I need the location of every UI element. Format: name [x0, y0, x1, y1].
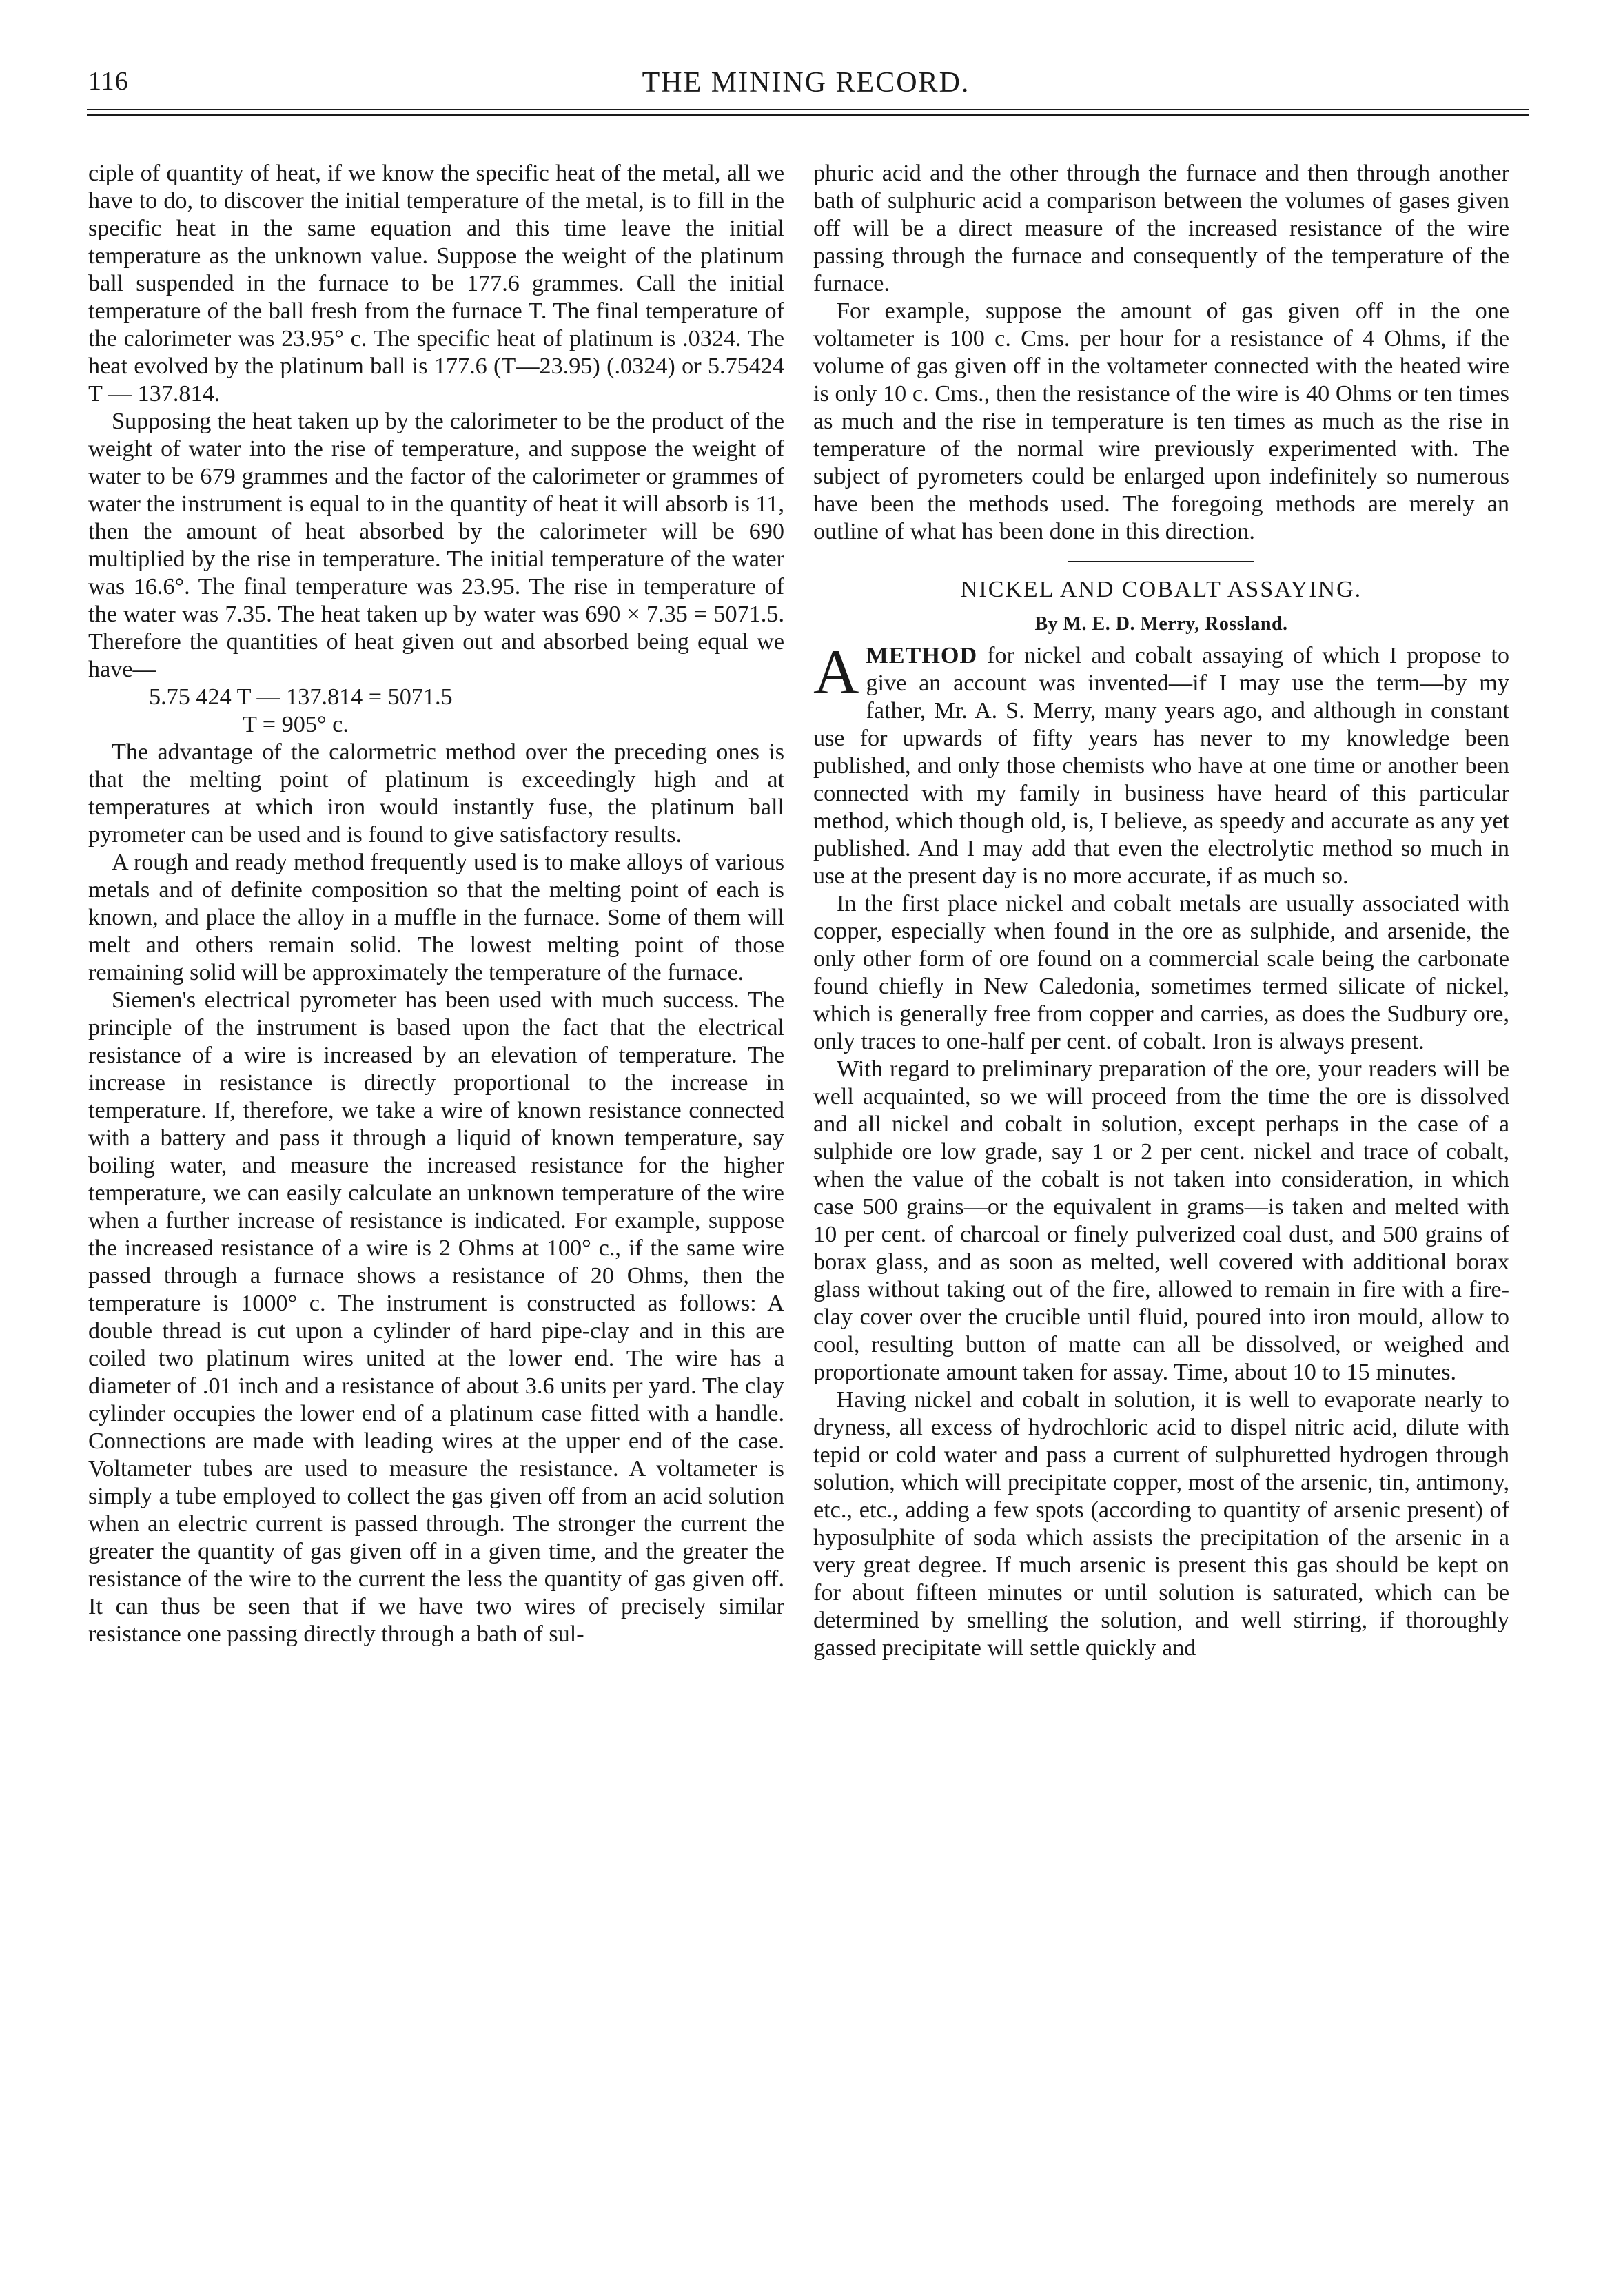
left-column [88, 160, 784, 1648]
running-title: THE MINING RECORD. [642, 67, 970, 99]
paragraph: A rough and ready method frequently used is to make alloys of various metals and of definite composition so that the melting point of each is known, and place the alloy in a muffle in the furnace. Some of them will melt and others remain solid. The lowest melting point of those remaining solid will be approximately the temperature of the furnace. [88, 850, 784, 985]
paragraph: phuric acid and the other through the furnace and then through another bath of sulphuric acid a comparison between the volumes of gases given off will be a direct measure of the increased resistance of the wire passing through the furnace and consequently of the temperature of the furnace. [813, 161, 1509, 296]
header-rule [87, 109, 1529, 110]
paragraph: With regard to preliminary preparation of the ore, your readers will be well acquainted, so we will proceed from the time the ore is dissolved and all nickel and cobalt in solution, except perhaps in the case of a sulphide ore low grade, say 1 or 2 per cent. nickel and trace of cobalt, when the value of the cobalt is not taken into consideration, in which case 500 grains—or the equivalent in grams—is taken and melted with 10 per cent. of charcoal or finely pulverized coal dust, and 500 grains of borax glass, and as soon as melted, well covered with additional borax glass without taking out of the fire, allowed to remain in fire with a fire-clay cover over the crucible until fluid, poured into iron mould, allow to cool, resulting button of matte can all be dissolved, or weighed and proportionate amount taken for assay. Time, about 10 to 15 minutes. [813, 1056, 1509, 1385]
lead-paragraph-text: for nickel and cobalt assaying of which I propose to give an account was invented—if I may use the term—by my father, Mr. A. S. Merry, many years ago, and although in constant use for upwards of fifty years has never to my knowledge been published, and only those chemists who have at one time or another been connected with my family in business have heard of this particular method, which though old, is, I believe, as speedy and accurate as any yet published. And I may add that even the electrolytic method so much in use at the present day is no more accurate, if as much so. [813, 643, 1509, 889]
paragraph: In the first place nickel and cobalt metals are usually associated with copper, especially when found in the ore as sulphide, and arsenide, the only other form of ore found on a commercial scale being the carbonate found chiefly in New Caledonia, sometimes termed silicate of nickel, which is generally free from copper and carries, as does the Sudbury ore, only traces to one-half per cent. of cobalt. Iron is always present. [813, 891, 1509, 1054]
equation: 5.75 424 T — 137.814 = 5071.5 [149, 684, 453, 710]
paragraph: Having nickel and cobalt in solution, it is well to evaporate nearly to dryness, all excess of hydrochloric acid to dispel nitric acid, dilute with tepid or cold water and pass a current of sulphuretted hydrogen through solution, which will precipitate copper, most of the arsenic, tin, antimony, etc., etc., adding a few spots (according to quantity of arsenic present) of hyposulphite of soda which assists the precipitation of the arsenic in a very great degree. If much arsenic is present this gas should be kept on for about fifteen minutes or until solution is saturated, which can be determined by smelling the solution, and well stirring, if thoroughly gassed precipitate will settle quickly and [813, 1387, 1509, 1661]
paragraph: For example, suppose the amount of gas given off in the one voltameter is 100 c. Cms. per hour for a resistance of 4 Ohms, if the volume of gas given off in the voltameter connected with the heated wire is only 10 c. Cms., then the resistance of the wire is 40 Ohms or ten times as much and the rise in temperature is ten times as much as the rise in temperature of the normal wire previously experimented with. The subject of pyrometers could be enlarged upon indefinitely so numerous have been the methods used. The foregoing methods are merely an outline of what has been done in this direction. [813, 298, 1509, 544]
drop-cap: A [813, 637, 859, 707]
paragraph: ciple of quantity of heat, if we know the specific heat of the metal, all we have to do, to discover the initial temperature of the metal, is to fill in the specific heat in the same equation and this time leave the initial temperature as the unknown value. Suppose the weight of the platinum ball suspended in the furnace to be 177.6 grammes. Call the initial temperature of the ball fresh from the furnace T. The final temperature of the calorimeter was 23.95° c. The specific heat of platinum is .0324. The heat evolved by the platinum ball is 177.6 (T—23.95) (.0324) or 5.75424 T — 137.814. [88, 161, 784, 407]
section-divider [1068, 561, 1254, 562]
paragraph: Siemen's electrical pyrometer has been used with much success. The principle of the instrument is based upon the fact that the electrical resistance of a wire is increased by an elevation of temperature. The increase in resistance is directly proportional to the increase in temperature. If, therefore, we take a wire of known resistance connected with a battery and pass it through a liquid of known temperature, say boiling water, and measure the increased resistance for the higher temperature, we can easily calculate an unknown temperature of the wire when a further increase of resistance is indicated. For example, suppose the increased resistance of a wire is 2 Ohms at 100° c., if the same wire passed through a furnace shows a resistance of 20 Ohms, then the temperature is 1000° c. The instrument is constructed as follows: A double thread is cut upon a cylinder of hard pipe-clay and in this are coiled two platinum wires united at the lower end. The wire has a diameter of .01 inch and a resistance of about 3.6 units per yard. The clay cylinder occupies the lower end of a platinum case fitted with a handle. Connections are made with leading wires at the upper end of the case. Voltameter tubes are used to measure the resistance. A voltameter is simply a tube employed to collect the gas given off from an acid solution when an electric current is passed through. The stronger the current the greater the quantity of gas given off in a given time, and the greater the resistance of the wire to the current the less the quantity of gas given off. It can thus be seen that if we have two wires of precisely similar resistance one passing directly through a bath of sul- [88, 987, 784, 1647]
paragraph: Supposing the heat taken up by the calorimeter to be the product of the weight of water into the rise of temperature, and suppose the weight of water to be 679 grammes and the factor of the calorimeter or grammes of water the instrument is equal to in the quantity of heat it will absorb is 11, then the amount of heat absorbed by the calorimeter will be 690 multiplied by the rise in temperature. The initial temperature of the water was 16.6°. The final temperature was 23.95. The rise in temperature of the water was 7.35. The heat taken up by water was 690 × 7.35 = 5071.5. Therefore the quantities of heat given out and absorbed being equal we have— [88, 409, 784, 682]
header-rule-double [87, 114, 1529, 116]
lead-word: METHOD [866, 643, 978, 668]
page-number: 116 [88, 67, 129, 96]
equation-result: T = 905° c. [243, 712, 349, 737]
byline: By M. E. D. Merry, Rossland. [1034, 613, 1288, 635]
right-column [813, 160, 1509, 1662]
paragraph: The advantage of the calormetric method over the preceding ones is that the melting point of platinum is exceedingly high and at temperatures at which iron would instantly fuse, the platinum ball pyrometer can be used and is found to give satisfactory results. [88, 739, 784, 848]
lead-paragraph [813, 637, 1509, 890]
article-title: NICKEL AND COBALT ASSAYING. [960, 577, 1363, 602]
